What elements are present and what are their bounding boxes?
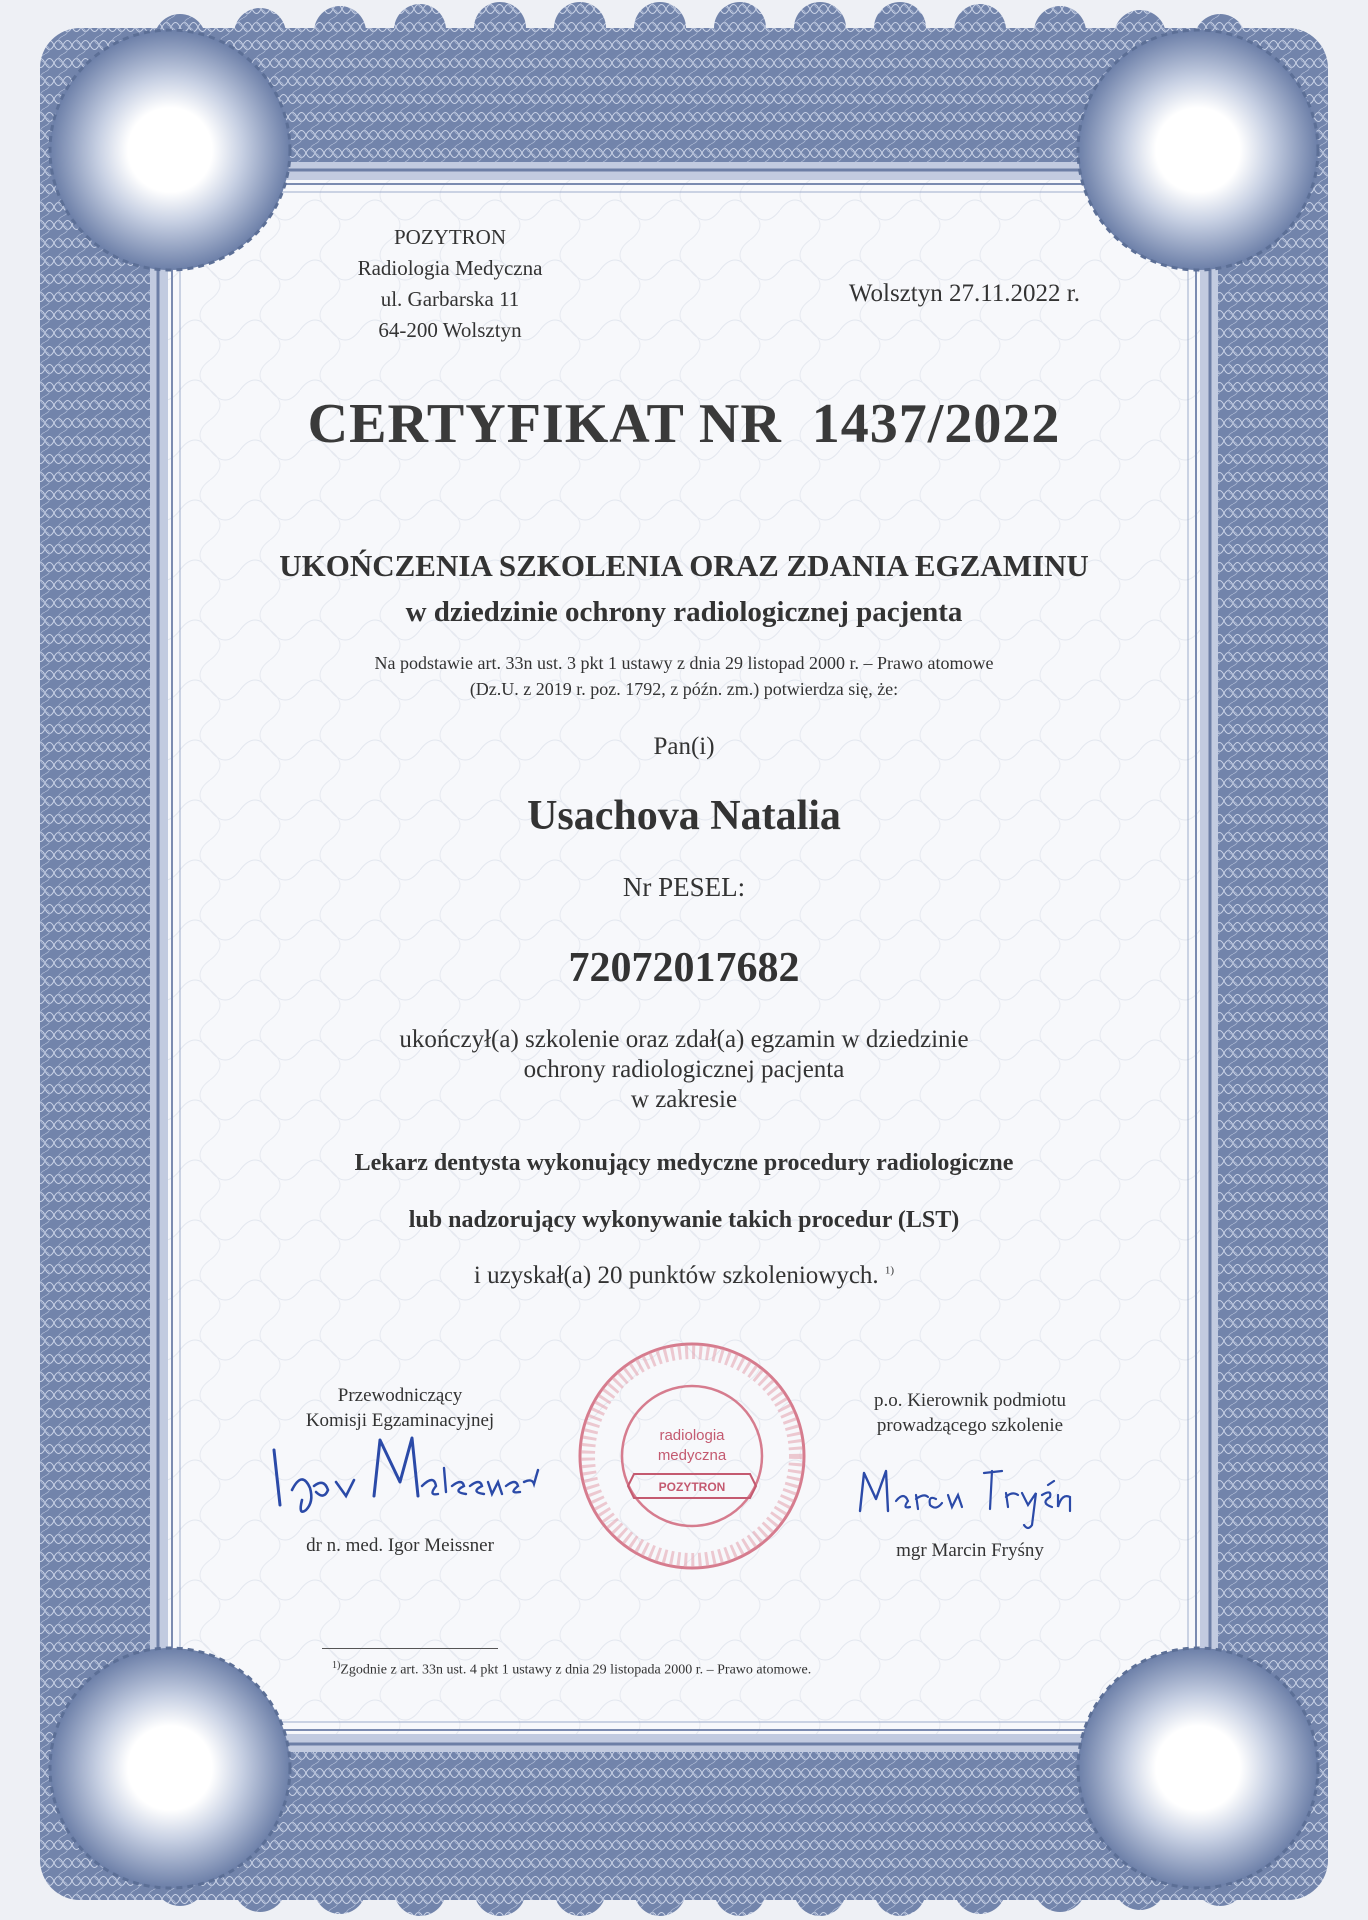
subtitle-line2: w dziedzinie ochrony radiologicznej pacjenta — [405, 596, 963, 628]
right-role-line2: prowadzącego szkolenie — [876, 1415, 1064, 1436]
right-signatory-name: mgr Marcin Fryśny — [896, 1540, 1044, 1561]
left-signature — [262, 1430, 562, 1520]
right-signature — [852, 1455, 1092, 1535]
scope-line2: lub nadzorujący wykonywanie takich procedur (LST) — [408, 1207, 960, 1233]
corner-rosette-tr — [1078, 30, 1318, 270]
legal-basis-line1: Na podstawie art. 33n ust. 3 pkt 1 ustawy z dnia 29 listopad 2000 r. – Prawo atomowe — [374, 653, 994, 673]
body-line2: ochrony radiologicznej pacjenta — [523, 1056, 845, 1083]
pesel-label: Nr PESEL: — [622, 872, 746, 902]
legal-basis-line2: (Dz.U. z 2019 r. poz. 1792, z późn. zm.) potwierdza się, że: — [469, 679, 899, 699]
footnote-divider — [322, 1648, 498, 1649]
issuer-block — [300, 222, 600, 346]
stamp-inner-line2: medyczna — [657, 1447, 727, 1464]
scope-line1: Lekarz dentysta wykonujący medyczne procedury radiologiczne — [354, 1150, 1014, 1176]
points-text: i uzyskał(a) 20 punktów szkoleniowych. — [473, 1262, 879, 1289]
issue-date: Wolsztyn 27.11.2022 r. — [848, 280, 1080, 307]
salutation: Pan(i) — [653, 733, 715, 760]
stamp-ribbon: POZYTRON — [658, 1480, 726, 1494]
left-signatory-name: dr n. med. Igor Meissner — [306, 1535, 494, 1556]
issuer-department: Radiologia Medyczna — [357, 256, 543, 280]
issuer-street: ul. Garbarska 11 — [380, 287, 520, 311]
points-line — [184, 1262, 1184, 1290]
body-line1: ukończył(a) szkolenie oraz zdał(a) egzamin w dziedzinie — [399, 1026, 969, 1053]
issuer-city: 64-200 Wolsztyn — [378, 318, 522, 342]
subtitle-line1: UKOŃCZENIA SZKOLENIA ORAZ ZDANIA EGZAMINU — [279, 548, 1089, 583]
footnote-text: Zgodnie z art. 33n ust. 4 pkt 1 ustawy z dnia 29 listopada 2000 r. – Prawo atomowe. — [340, 1662, 812, 1678]
left-role-line2: Komisji Egzaminacyjnej — [305, 1410, 495, 1431]
certificate-title: CERTYFIKAT NR 1437/2022 — [307, 393, 1061, 455]
left-role-line1: Przewodniczący — [337, 1385, 463, 1406]
points-footnote-mark: 1) — [884, 1264, 895, 1277]
footnote-mark: 1) — [332, 1660, 341, 1671]
body-line3: w zakresie — [630, 1086, 738, 1113]
corner-rosette-br — [1078, 1648, 1318, 1888]
corner-rosette-tl — [50, 30, 290, 270]
stamp-inner-line1: radiologia — [659, 1427, 725, 1444]
issuer-name: POZYTRON — [393, 225, 506, 249]
right-signatory-role — [820, 1388, 1120, 1438]
left-signatory-role — [250, 1383, 550, 1433]
pesel-number: 72072017682 — [568, 945, 800, 991]
official-stamp — [572, 1336, 812, 1576]
footnote — [332, 1660, 1032, 1679]
recipient-name: Usachova Natalia — [527, 793, 841, 839]
right-role-line1: p.o. Kierownik podmiotu — [873, 1390, 1067, 1411]
corner-rosette-bl — [50, 1648, 290, 1888]
